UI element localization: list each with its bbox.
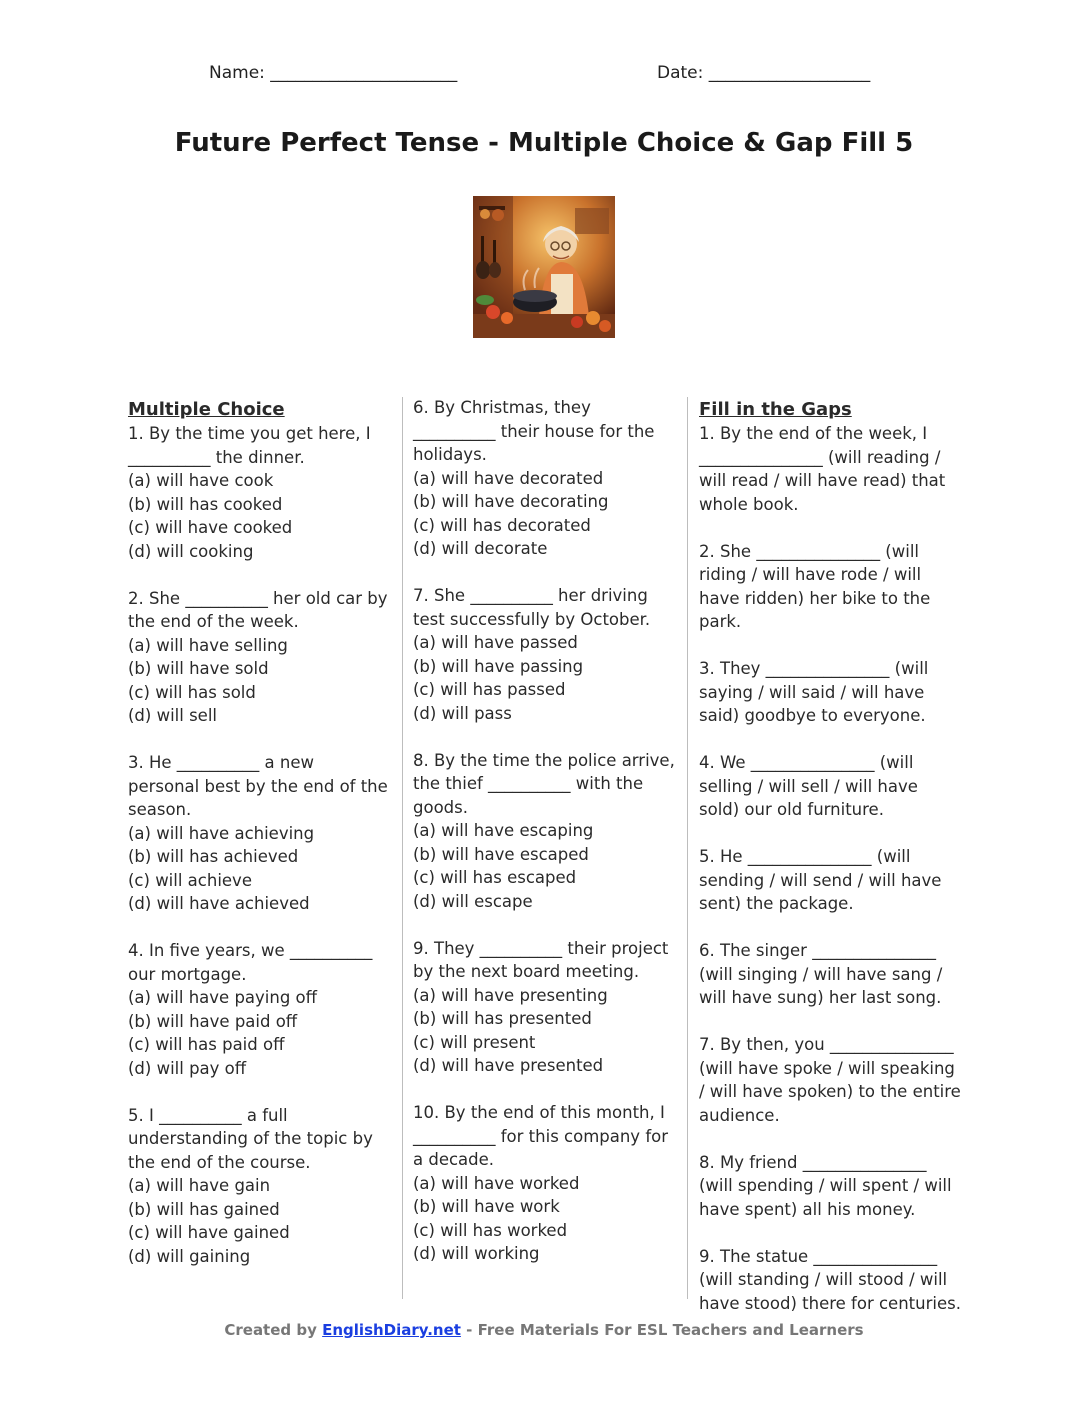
- answer-option: (b) will have decorating: [413, 492, 609, 511]
- answer-option: (d) will pay off: [128, 1058, 247, 1078]
- gap-fill-item: [699, 1033, 961, 1127]
- englishdiary-link[interactable]: EnglishDiary.net: [322, 1321, 461, 1339]
- answer-option: (b) will has cooked: [128, 494, 283, 514]
- question-item: [128, 587, 390, 728]
- answer-option: (b) will has presented: [413, 1009, 592, 1028]
- answer-option: (d) will decorate: [413, 539, 548, 558]
- grandmother-cooking-illustration: [473, 196, 615, 338]
- answer-option: (a) will have presenting: [413, 985, 608, 1005]
- question-item: [413, 396, 677, 561]
- answer-option: (c) will has sold: [128, 682, 256, 702]
- question-item: [413, 937, 677, 1078]
- answer-option: (d) will cooking: [128, 541, 254, 561]
- gap-fill-heading: Fill in the Gaps: [699, 399, 852, 420]
- column-divider: [402, 397, 403, 1299]
- gap-fill-text: 7. By then, you _______________ (will have spoke / will speaking / will have spoken) to the entire audience.: [699, 1035, 961, 1125]
- gap-fill-text: 1. By the end of the week, I _______________ (will reading / will read / will have read) that whole book.: [699, 424, 946, 514]
- answer-option: (d) will escape: [413, 891, 533, 911]
- multiple-choice-column-2: [413, 396, 677, 1289]
- answer-option: (a) will have worked: [413, 1173, 580, 1193]
- answer-option: (c) will has worked: [413, 1220, 568, 1240]
- gap-fill-item: [699, 751, 961, 822]
- answer-option: (d) will working: [413, 1244, 540, 1263]
- gap-fill-item: [699, 939, 961, 1010]
- answer-option: (a) will have decorated: [413, 468, 604, 488]
- answer-option: (c) will has paid off: [128, 1035, 285, 1054]
- answer-option: (c) will has escaped: [413, 868, 577, 887]
- question-text: 10. By the end of this month, I __________ for this company for a decade.: [413, 1103, 669, 1169]
- footer-suffix: - Free Materials For ESL Teachers and Learners: [466, 1321, 864, 1339]
- gap-fill-item: [699, 422, 961, 516]
- gap-fill-item: [699, 1151, 961, 1222]
- question-text: 2. She __________ her old car by the end of the week.: [128, 588, 388, 631]
- answer-option: (b) will have escaped: [413, 844, 589, 864]
- question-item: [413, 584, 677, 725]
- question-text: 4. In five years, we __________ our mortgage.: [128, 941, 373, 984]
- question-text: 6. By Christmas, they __________ their house for the holidays.: [413, 398, 655, 464]
- answer-option: (b) will have sold: [128, 659, 269, 678]
- gap-fill-column: [699, 396, 961, 1339]
- question-item: [128, 751, 390, 916]
- answer-option: (a) will have cook: [128, 471, 274, 490]
- footer: [0, 1321, 1088, 1339]
- question-text: 1. By the time you get here, I __________ the dinner.: [128, 424, 371, 467]
- gap-fill-text: 3. They _______________ (will saying / will said / will have said) goodbye to everyone.: [699, 659, 929, 725]
- page-title: Future Perfect Tense - Multiple Choice & Gap Fill 5: [174, 128, 914, 158]
- gap-fill-text: 4. We _______________ (will selling / will sell / will have sold) our old furniture.: [699, 753, 918, 819]
- gap-fill-text: 9. The statue _______________ (will standing / will stood / will have stood) there for centuries.: [699, 1246, 961, 1313]
- name-field: Name: ______________________: [209, 63, 458, 83]
- answer-option: (c) will have cooked: [128, 518, 293, 537]
- multiple-choice-heading: Multiple Choice: [128, 399, 285, 420]
- gap-fill-item: [699, 845, 961, 916]
- answer-option: (a) will have gain: [128, 1176, 271, 1195]
- answer-option: (b) will have paid off: [128, 1011, 298, 1031]
- gap-fill-text: 8. My friend _______________ (will spending / will spent / will have spent) all his money.: [699, 1152, 952, 1219]
- gap-fill-item: [699, 540, 961, 634]
- gap-fill-item: [699, 657, 961, 728]
- answer-option: (c) will has passed: [413, 680, 566, 699]
- answer-option: (d) will sell: [128, 706, 218, 725]
- answer-option: (c) will has decorated: [413, 515, 591, 535]
- answer-option: (c) will present: [413, 1032, 536, 1052]
- question-item: [128, 1104, 390, 1269]
- answer-option: (b) will has achieved: [128, 847, 299, 866]
- column-divider: [687, 397, 688, 1299]
- answer-option: (a) will have passed: [413, 633, 578, 652]
- answer-option: (a) will have selling: [128, 635, 288, 655]
- answer-option: (b) will have passing: [413, 656, 584, 676]
- answer-option: (d) will pass: [413, 703, 512, 723]
- answer-option: (c) will achieve: [128, 870, 252, 890]
- answer-option: (c) will have gained: [128, 1223, 290, 1242]
- answer-option: (b) will have work: [413, 1197, 560, 1216]
- answer-option: (a) will have achieving: [128, 823, 315, 843]
- answer-option: (d) will have presented: [413, 1056, 604, 1075]
- date-field: Date: ___________________: [657, 63, 871, 83]
- answer-option: (d) will have achieved: [128, 894, 310, 913]
- question-text: 8. By the time the police arrive, the thief __________ with the goods.: [413, 750, 675, 817]
- question-text: 7. She __________ her driving test successfully by October.: [413, 586, 651, 629]
- question-text: 5. I __________ a full understanding of the topic by the end of the course.: [128, 1105, 373, 1172]
- gap-fill-item: [699, 1245, 961, 1316]
- question-item: [128, 939, 390, 1080]
- answer-option: (a) will have escaping: [413, 821, 594, 840]
- question-text: 9. They __________ their project by the next board meeting.: [413, 938, 669, 981]
- gap-fill-text: 5. He _______________ (will sending / will send / will have sent) the package.: [699, 847, 942, 913]
- question-item: [128, 422, 390, 563]
- question-item: [413, 749, 677, 914]
- gap-fill-text: 2. She _______________ (will riding / will have rode / will have ridden) her bike to the park.: [699, 541, 931, 631]
- gap-fill-text: 6. The singer _______________ (will singing / will have sang / will have sung) her last song.: [699, 941, 943, 1007]
- question-item: [413, 1101, 677, 1266]
- answer-option: (b) will has gained: [128, 1199, 280, 1219]
- multiple-choice-column-1: [128, 396, 390, 1292]
- question-text: 3. He __________ a new personal best by the end of the season.: [128, 753, 388, 819]
- answer-option: (a) will have paying off: [128, 988, 318, 1007]
- footer-prefix: Created by: [224, 1321, 317, 1339]
- answer-option: (d) will gaining: [128, 1246, 251, 1266]
